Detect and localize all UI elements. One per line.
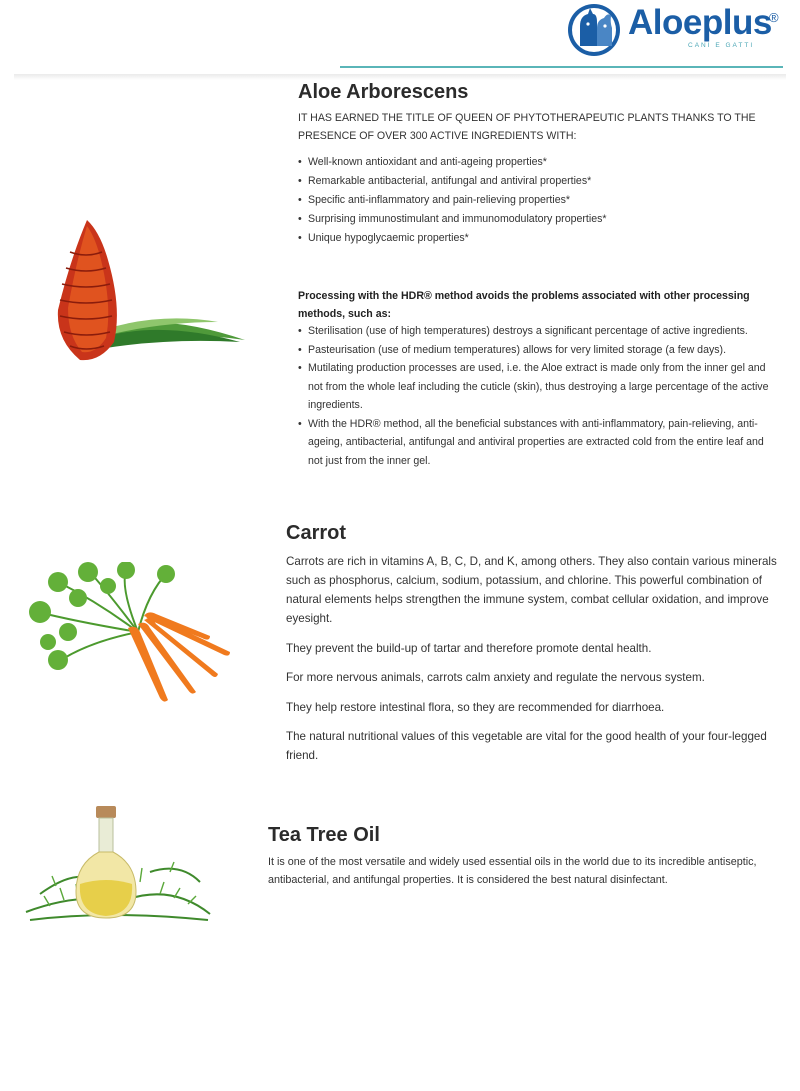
carrot-paragraph: Carrots are rich in vitamins A, B, C, D, and K, among others. They also contain various minerals such as phosphorus, calcium, sodium, potassium, and chlorine. This powerful combination of natural elements helps strengthen the immune system, combat cellular oxidation, and improve eyesight.: [286, 555, 777, 625]
tea-tree-body: It is one of the most versatile and widely used essential oils in the world due to its incredible antiseptic, antibacterial, and antifungal properties. It is considered the best natural disinfectant.: [268, 856, 757, 886]
carrot-body: [286, 552, 778, 776]
brand-name: Aloeplus: [628, 3, 772, 42]
aloe-intro: IT HAS EARNED THE TITLE OF QUEEN OF PHYTOTHERAPEUTIC PLANTS THANKS TO THE PRESENCE OF OVER 300 ACTIVE INGREDIENTS WITH:: [298, 112, 756, 142]
carrot-paragraph: For more nervous animals, carrots calm anxiety and regulate the nervous system.: [286, 671, 705, 684]
tea-tree-title: Tea Tree Oil: [268, 824, 380, 846]
list-item: • Well-known antioxidant and anti-ageing properties*: [298, 153, 778, 172]
carrot-title: Carrot: [286, 522, 347, 544]
list-item: • Pasteurisation (use of medium temperatures) allows for very limited storage (a few days).: [298, 341, 778, 360]
header-accent-line: [340, 66, 783, 68]
list-item: • Remarkable antibacterial, antifungal and antiviral properties*: [298, 172, 778, 191]
carrot-paragraph: They help restore intestinal flora, so they are recommended for diarrhoea.: [286, 700, 665, 714]
list-item: • Mutilating production processes are used, i.e. the Aloe extract is made only from the inner gel and not from the whole leaf including the cuticle (skin), thus destroying a large percentage of the active ingredients.: [298, 359, 778, 415]
list-item: • Specific anti-inflammatory and pain-relieving properties*: [298, 191, 778, 210]
carrot-paragraph: They prevent the build-up of tartar and therefore promote dental health.: [286, 641, 652, 655]
aloe-flower-image: [40, 212, 250, 367]
hdr-points-list: [298, 322, 778, 470]
carrot-image: [18, 562, 240, 707]
list-item: • Sterilisation (use of high temperatures) destroys a significant percentage of active ingredients.: [298, 322, 778, 341]
list-item: • Surprising immunostimulant and immunomodulatory properties*: [298, 210, 778, 229]
aloeplus-logo[interactable]: [566, 2, 786, 60]
aloe-properties-list: [298, 153, 778, 248]
list-item: • Unique hypoglycaemic properties*: [298, 229, 778, 248]
registered-mark: ®: [769, 10, 779, 25]
carrot-paragraph: The natural nutritional values of this vegetable are vital for the good health of your four-legged friend.: [286, 730, 767, 762]
tea-tree-oil-image: [20, 802, 215, 924]
hdr-heading: Processing with the HDR® method avoids the problems associated with other processing methods, such as:: [298, 290, 750, 320]
brand-tagline: CANI E GATTI: [688, 42, 755, 49]
cat-dog-logo-icon: [566, 2, 622, 58]
site-header: [0, 0, 800, 76]
list-item: • With the HDR® method, all the beneficial substances with anti-inflammatory, pain-relieving, anti-ageing, antibacterial, antifungal and antiviral properties are extracted cold from the entire leaf and not just from the inner gel.: [298, 415, 778, 471]
aloe-title: Aloe Arborescens: [298, 81, 469, 103]
